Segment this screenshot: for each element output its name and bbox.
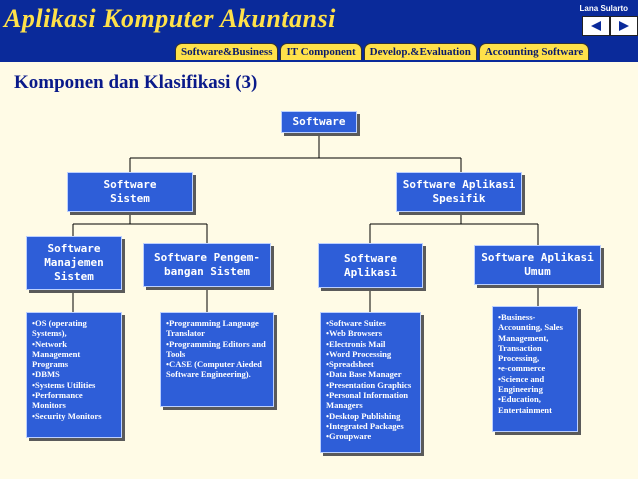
node-label: Software: [47, 242, 101, 255]
node-label: Manajemen: [44, 256, 104, 269]
list-item: •Desktop Publishing: [326, 410, 401, 421]
list-item: •Groupware: [326, 431, 372, 442]
detail-list-manajemen: [26, 312, 122, 438]
list-item: •Data Base Manager: [326, 369, 402, 380]
node-label: Software: [344, 251, 397, 265]
app-title: Aplikasi Komputer Akuntansi: [4, 4, 336, 33]
list-item: •DBMS: [32, 369, 60, 380]
detail-list-aplikasi: [320, 312, 421, 453]
list-item: •Word Processing: [326, 348, 392, 359]
list-item: •e-commerce: [498, 363, 546, 374]
tab-develop-evaluation[interactable]: Develop.&Evaluation: [364, 43, 477, 60]
list-item: •Electronis Mail: [326, 338, 386, 349]
node-label: Software Aplikasi: [481, 251, 594, 264]
list-item: •Education, Entertainment: [498, 394, 552, 415]
list-item: •Spreadsheet: [326, 359, 374, 370]
list-item: •Performance Monitors: [32, 390, 83, 411]
detail-list-umum: [492, 306, 578, 432]
list-item: •Programming Language Translator: [166, 318, 259, 339]
page-title: Komponen dan Klasifikasi (3): [14, 72, 258, 93]
detail-list-pengembangan: [160, 312, 274, 407]
node-software-sistem: [67, 172, 193, 212]
list-item: •Science and Engineering: [498, 373, 545, 395]
node-label: Software: [292, 115, 346, 128]
list-item: •Integrated Packages: [326, 420, 404, 431]
list-item: •Web Browsers: [326, 328, 383, 339]
list-item: •Presentation Graphics: [326, 379, 412, 390]
node-software-manajemen-sistem: [26, 236, 122, 290]
tab-it-component[interactable]: IT Component: [280, 43, 361, 60]
node-software-aplikasi-umum: [474, 245, 601, 285]
node-software-pengembangan-sistem: [143, 243, 271, 287]
list-item: •Personal Information Managers: [326, 390, 409, 411]
list-item: •Software Suites: [326, 318, 386, 328]
list-item: •Business-Accounting, Sales Management, Transaction Processing,: [498, 312, 563, 364]
author-label: Lana Sularto: [579, 4, 628, 13]
node-label: Aplikasi: [344, 265, 397, 279]
tab-software-business[interactable]: Software&Business: [175, 43, 278, 60]
list-item: •Programming Editors and Tools: [166, 338, 266, 359]
list-item: •Security Monitors: [32, 410, 102, 421]
node-software-aplikasi: [318, 243, 423, 288]
node-label: Software: [103, 178, 157, 191]
node-label: Sistem: [54, 270, 94, 283]
node-label: Sistem: [110, 192, 150, 205]
node-software-aplikasi-spesifik: [396, 172, 522, 212]
list-item: •Systems Utilities: [32, 379, 96, 390]
list-item: •Network Management Programs: [32, 338, 81, 370]
node-label: Umum: [524, 265, 551, 278]
node-label: bangan Sistem: [163, 265, 251, 278]
node-label: Software Pengem-: [154, 251, 260, 264]
list-item: •OS (operating Systems),: [32, 318, 87, 339]
tab-accounting-software[interactable]: Accounting Software: [479, 43, 589, 60]
node-label: Spesifik: [432, 192, 486, 205]
node-label: Software Aplikasi: [402, 178, 516, 191]
node-software: [281, 111, 357, 133]
list-item: •CASE (Computer Aieded Software Engineering).: [166, 359, 262, 380]
